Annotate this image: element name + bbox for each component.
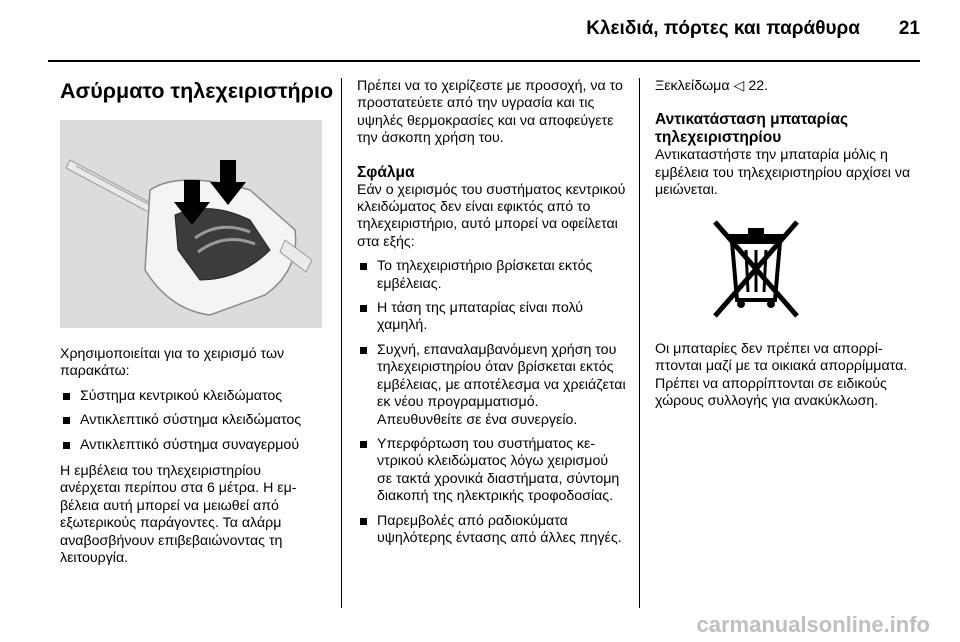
list-item: Υπερφόρτωση του συστήματος κεντρικού κλειδώματος λόγω χειρισμού σε τακτά χρονικά διαστήματα, σύντομη διακοπή της ηλεκτρικής τροφοδοσίας. <box>357 436 627 506</box>
column-2 <box>357 78 627 547</box>
page-number: 21 <box>898 18 920 39</box>
disposal-paragraph: Οι μπαταρίες δεν πρέπει να απορρίπτονται μαζί με τα οικιακά απορρίμματα. Πρέπει να απορρίπτονται σε ειδικούς χώρους συλλογής για ανακύκλωση. <box>655 341 908 410</box>
list-item: Σύστημα κεντρικού κλειδώματος <box>60 388 322 405</box>
watermark: carmanualsonline.info <box>696 612 930 637</box>
column-3 <box>655 78 920 411</box>
fault-heading: Σφάλμα <box>357 163 415 181</box>
cross-reference-text: Ξεκλείδωμα <box>655 78 730 94</box>
list-item: Αντικλεπτικό σύστημα κλειδώματος <box>60 412 322 429</box>
column-divider-1 <box>341 78 342 608</box>
running-header-title: Κλειδιά, πόρτες και παράθυρα <box>586 18 860 39</box>
header-rule <box>48 60 920 62</box>
remote-key-illustration <box>60 120 322 328</box>
section-title-remote: Ασύρματο τηλεχειριστήριο <box>60 79 334 103</box>
range-paragraph: Η εμβέλεια του τηλεχειριστηρίου ανέρχεται περίπου στα 6 μέτρα. Η εμβέλεια αυτή μπορεί να μειωθεί από εξωτερικούς παράγοντες. Τα αλάρμ αναβοσβήνουν επιβεβαιώνοντας τη λειτουργία. <box>60 463 297 567</box>
key-fob-icon <box>60 120 322 328</box>
remote-intro: Χρησιμοποιείται για το χειρισμό των παρακάτω: <box>60 346 285 380</box>
cross-reference <box>655 78 920 95</box>
fault-paragraph: Εάν ο χειρισμός του συστήματος κεντρικού κλειδώματος δεν είναι εφικτός από το τηλεχειριστήριο, αυτό μπορεί να οφείλεται στα εξής: <box>357 181 626 250</box>
battery-paragraph: Αντικαταστήστε την μπαταρία μόλις η εμβέλεια του τηλεχειριστηρίου αρχίσει να μειώνεται. <box>655 147 911 199</box>
crossed-bin-icon <box>701 212 811 322</box>
list-item: Το τηλεχειριστήριο βρίσκεται εκτός εμβέλειας. <box>357 258 627 293</box>
list-item: Η τάση της μπαταρίας είναι πολύ χαμηλή. <box>357 300 627 335</box>
battery-heading: Αντικατάσταση μπαταρίας τηλεχειριστηρίου <box>655 111 849 147</box>
cross-reference-page: 22. <box>748 78 769 94</box>
list-item: Συχνή, επαναλαμβανόμενη χρήση του τηλεχειριστηρίου όταν βρίσκεται εκτός εμβέλειας, με αποτέλεσμα να χρειάζεται εκ νέου προγραμματισμό. Απευθυνθείτε σε ένα συνεργείο. <box>357 342 627 429</box>
column-1 <box>60 78 334 567</box>
list-item: Παρεμβολές από ραδιοκύματα υψηλότερης έντασης από άλλες πηγές. <box>357 513 627 548</box>
list-item: Αντικλεπτικό σύστημα συναγερμού <box>60 437 322 454</box>
handling-paragraph: Πρέπει να το χειρίζεστε με προσοχή, να το προστατεύετε από την υγρασία και τις υψηλές θερμοκρασίες και να αποφεύγετε την άσκοπη χρήση του. <box>357 78 623 147</box>
column-divider-2 <box>639 78 640 608</box>
page-reference-icon: ◁ <box>733 78 745 94</box>
